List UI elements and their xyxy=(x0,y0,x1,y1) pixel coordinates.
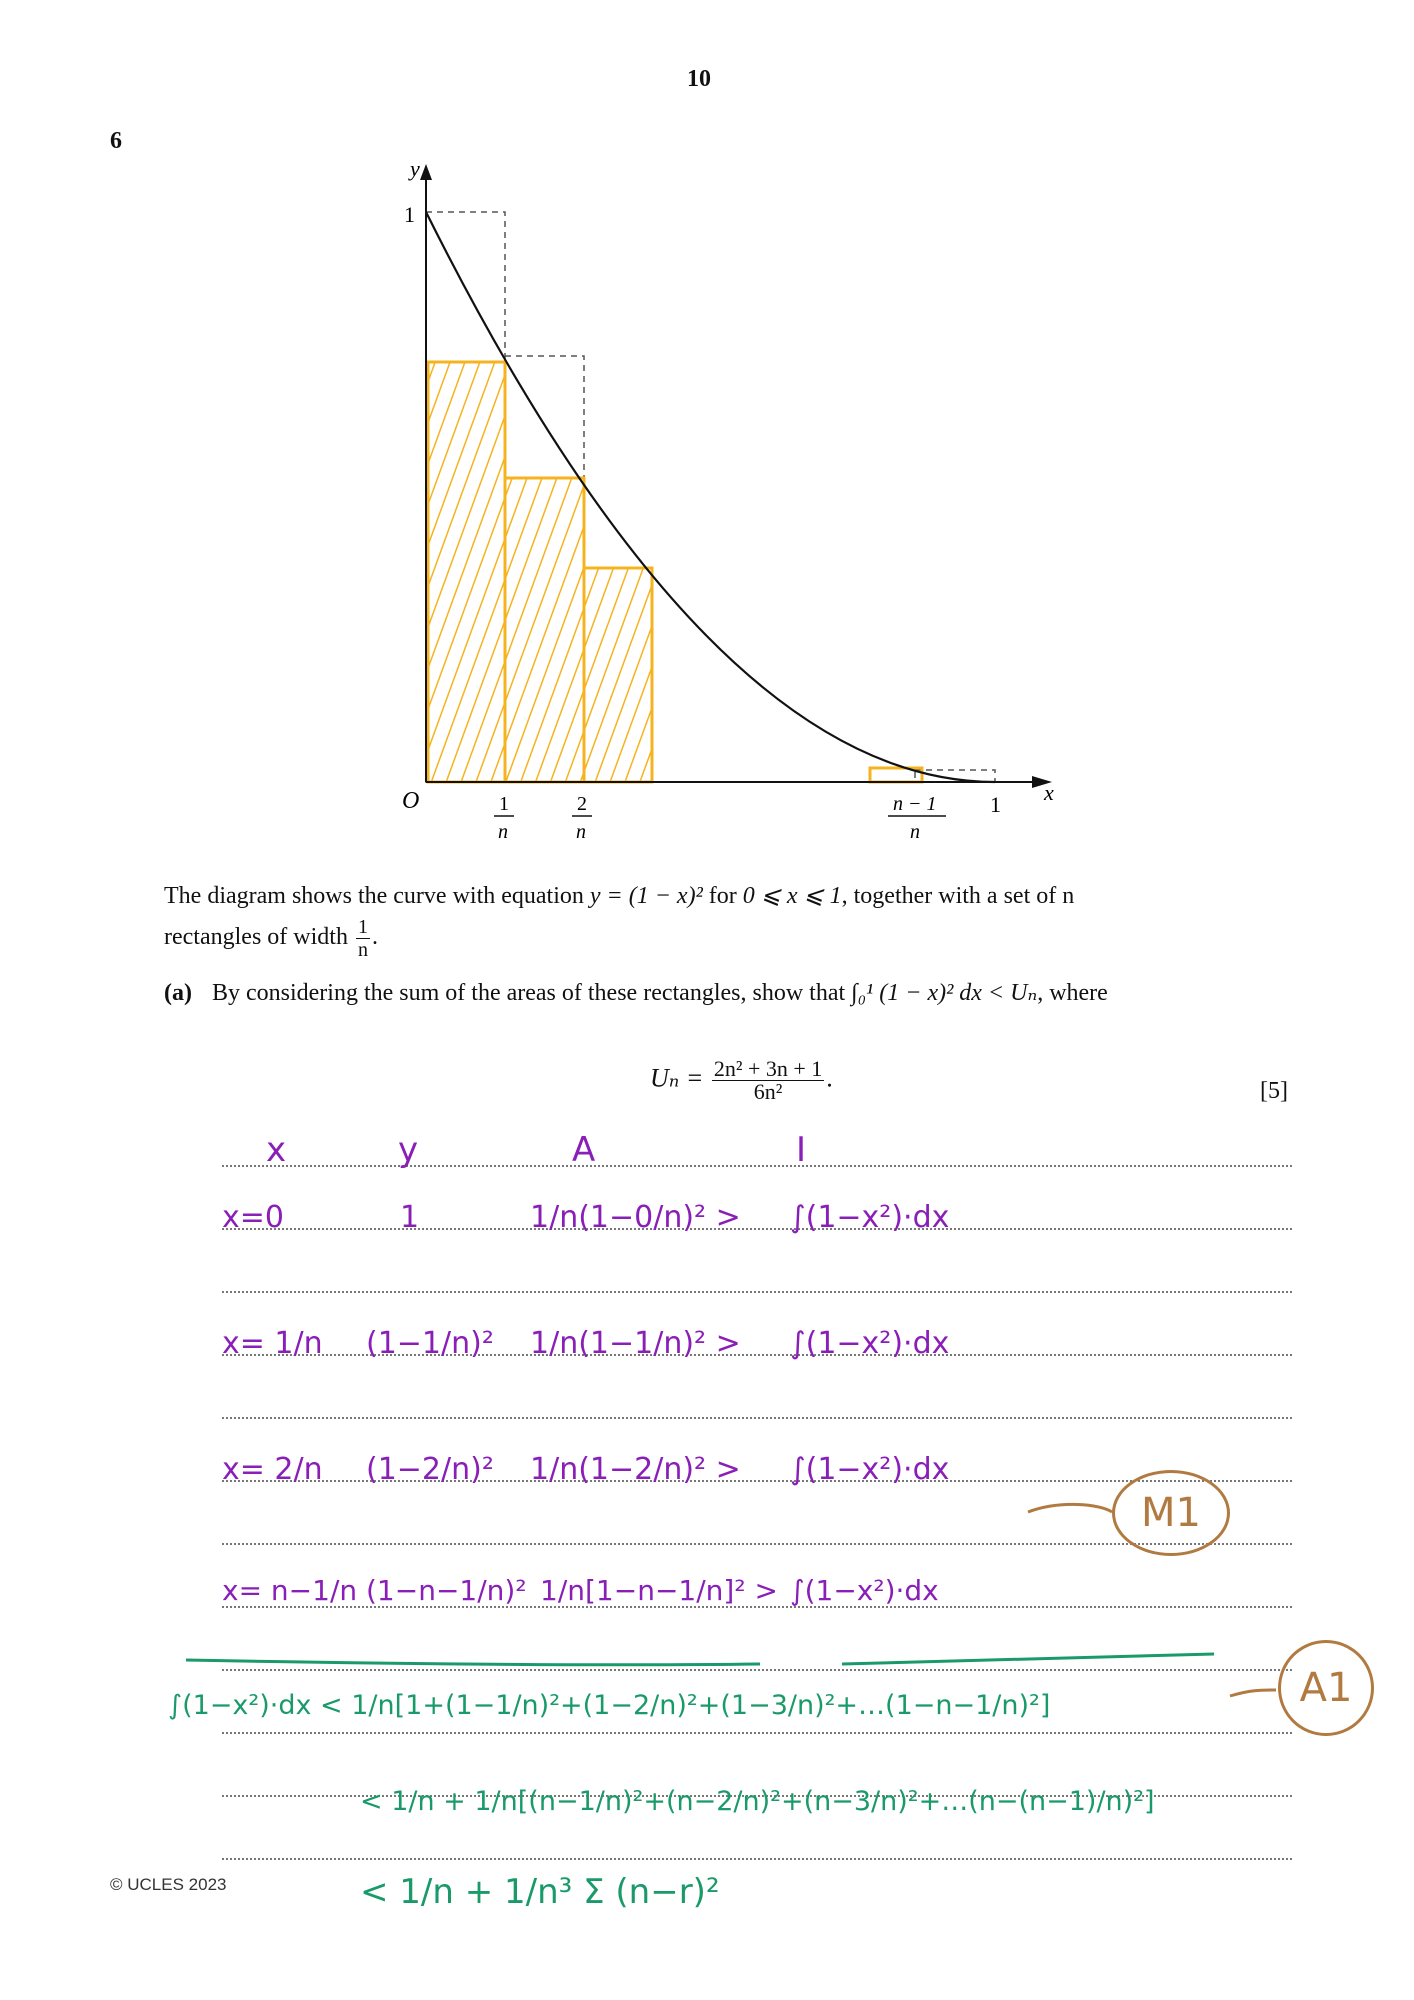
hw-row3-a: 1/n(1−2/n)² > xyxy=(530,1452,741,1487)
integral-inequality: ∫₀¹ (1 − x)² dx < Uₙ xyxy=(851,980,1038,1006)
x-tick-n1n-den: n xyxy=(910,821,920,843)
page-number: 10 xyxy=(687,66,711,92)
x-tick-1n-den: n xyxy=(498,821,508,843)
hw-row1-x: x=0 xyxy=(222,1200,284,1235)
hw-header-a: A xyxy=(572,1130,596,1170)
shaded-rect-3 xyxy=(584,568,652,782)
hw-header-y: y xyxy=(398,1130,419,1170)
hw-row3-x: x= 2/n xyxy=(222,1452,323,1487)
answer-line xyxy=(222,1669,1292,1671)
answer-line xyxy=(222,1228,1292,1230)
curve-diagram xyxy=(0,0,1414,860)
shaded-rect-2 xyxy=(505,478,584,782)
part-a-statement: (a) By considering the sum of the areas of these rectangles, show that ∫₀¹ (1 − x)² dx < Uₙ, where xyxy=(164,980,1108,1006)
x-tick-2n-den: n xyxy=(576,821,586,843)
x-tick-2n-num: 2 xyxy=(577,793,587,815)
curve-equation: y = (1 − x)² xyxy=(589,883,703,909)
part-a-label: (a) xyxy=(164,980,192,1006)
y-axis-label: y xyxy=(410,156,420,181)
mark-m1: M1 xyxy=(1112,1470,1230,1556)
hw-sum-line2: < 1/n + 1/n[(n−1/n)²+(n−2/n)²+(n−3/n)²+…(n−(n−1)/n)²] xyxy=(360,1786,1155,1817)
hw-sum-line1: ∫(1−x²)·dx < 1/n[1+(1−1/n)²+(1−2/n)²+(1−3/n)²+…(1−n−1/n)²] xyxy=(168,1690,1051,1721)
hw-row2-x: x= 1/n xyxy=(222,1326,323,1361)
hw-row3-i: ∫(1−x²)·dx xyxy=(790,1452,950,1487)
x-tick-n1n-num: n − 1 xyxy=(893,793,937,815)
hw-row1-i: ∫(1−x²)·dx xyxy=(790,1200,950,1235)
hw-row4-a: 1/n[1−n−1/n]² > xyxy=(540,1574,778,1607)
hw-row1-a: 1/n(1−0/n)² > xyxy=(530,1200,741,1235)
hw-header-i: I xyxy=(796,1130,807,1170)
copyright-footer: © UCLES 2023 xyxy=(110,1875,227,1894)
hw-row1-y: 1 xyxy=(400,1200,420,1235)
hw-row4-y: (1−n−1/n)² xyxy=(366,1574,527,1607)
answer-line xyxy=(222,1291,1292,1293)
hw-row2-a: 1/n(1−1/n)² > xyxy=(530,1326,741,1361)
answer-line xyxy=(222,1858,1292,1860)
width-fraction: $\frac{1}{n}$ xyxy=(357,916,368,961)
hw-row4-i: ∫(1−x²)·dx xyxy=(790,1574,939,1607)
answer-line xyxy=(222,1165,1292,1167)
answer-line xyxy=(222,1417,1292,1419)
marks-label: [5] xyxy=(1260,1078,1288,1104)
un-formula: Uₙ = $\frac{\text{2n² + 3n + 1}}{\text{6n²}}$ . xyxy=(650,1056,833,1104)
hw-row2-i: ∫(1−x²)·dx xyxy=(790,1326,950,1361)
x-tick-1: 1 xyxy=(990,792,1001,817)
question-intro: The diagram shows the curve with equation y = (1 − x)² for 0 ⩽ x ⩽ 1, together with a set of n rectangles of width $\frac{1}{n}$ . xyxy=(164,883,1075,961)
y-tick-1: 1 xyxy=(404,202,415,227)
hw-row2-y: (1−1/n)² xyxy=(366,1326,494,1361)
question-number: 6 xyxy=(110,128,122,154)
hw-row4-x: x= n−1/n xyxy=(222,1574,358,1607)
hw-row3-y: (1−2/n)² xyxy=(366,1452,494,1487)
answer-line xyxy=(222,1732,1292,1734)
hw-sum-line3: < 1/n + 1/n³ Σ (n−r)² xyxy=(360,1872,720,1912)
x-tick-1n-num: 1 xyxy=(499,793,509,815)
hw-header-x: x xyxy=(266,1130,287,1170)
origin-label: O xyxy=(402,788,420,814)
mark-a1: A1 xyxy=(1278,1640,1374,1736)
x-axis-label: x xyxy=(1044,780,1054,805)
y-axis-arrow xyxy=(420,164,432,180)
shaded-rect-1 xyxy=(428,362,505,782)
x-range: 0 ⩽ x ⩽ 1 xyxy=(742,883,842,909)
